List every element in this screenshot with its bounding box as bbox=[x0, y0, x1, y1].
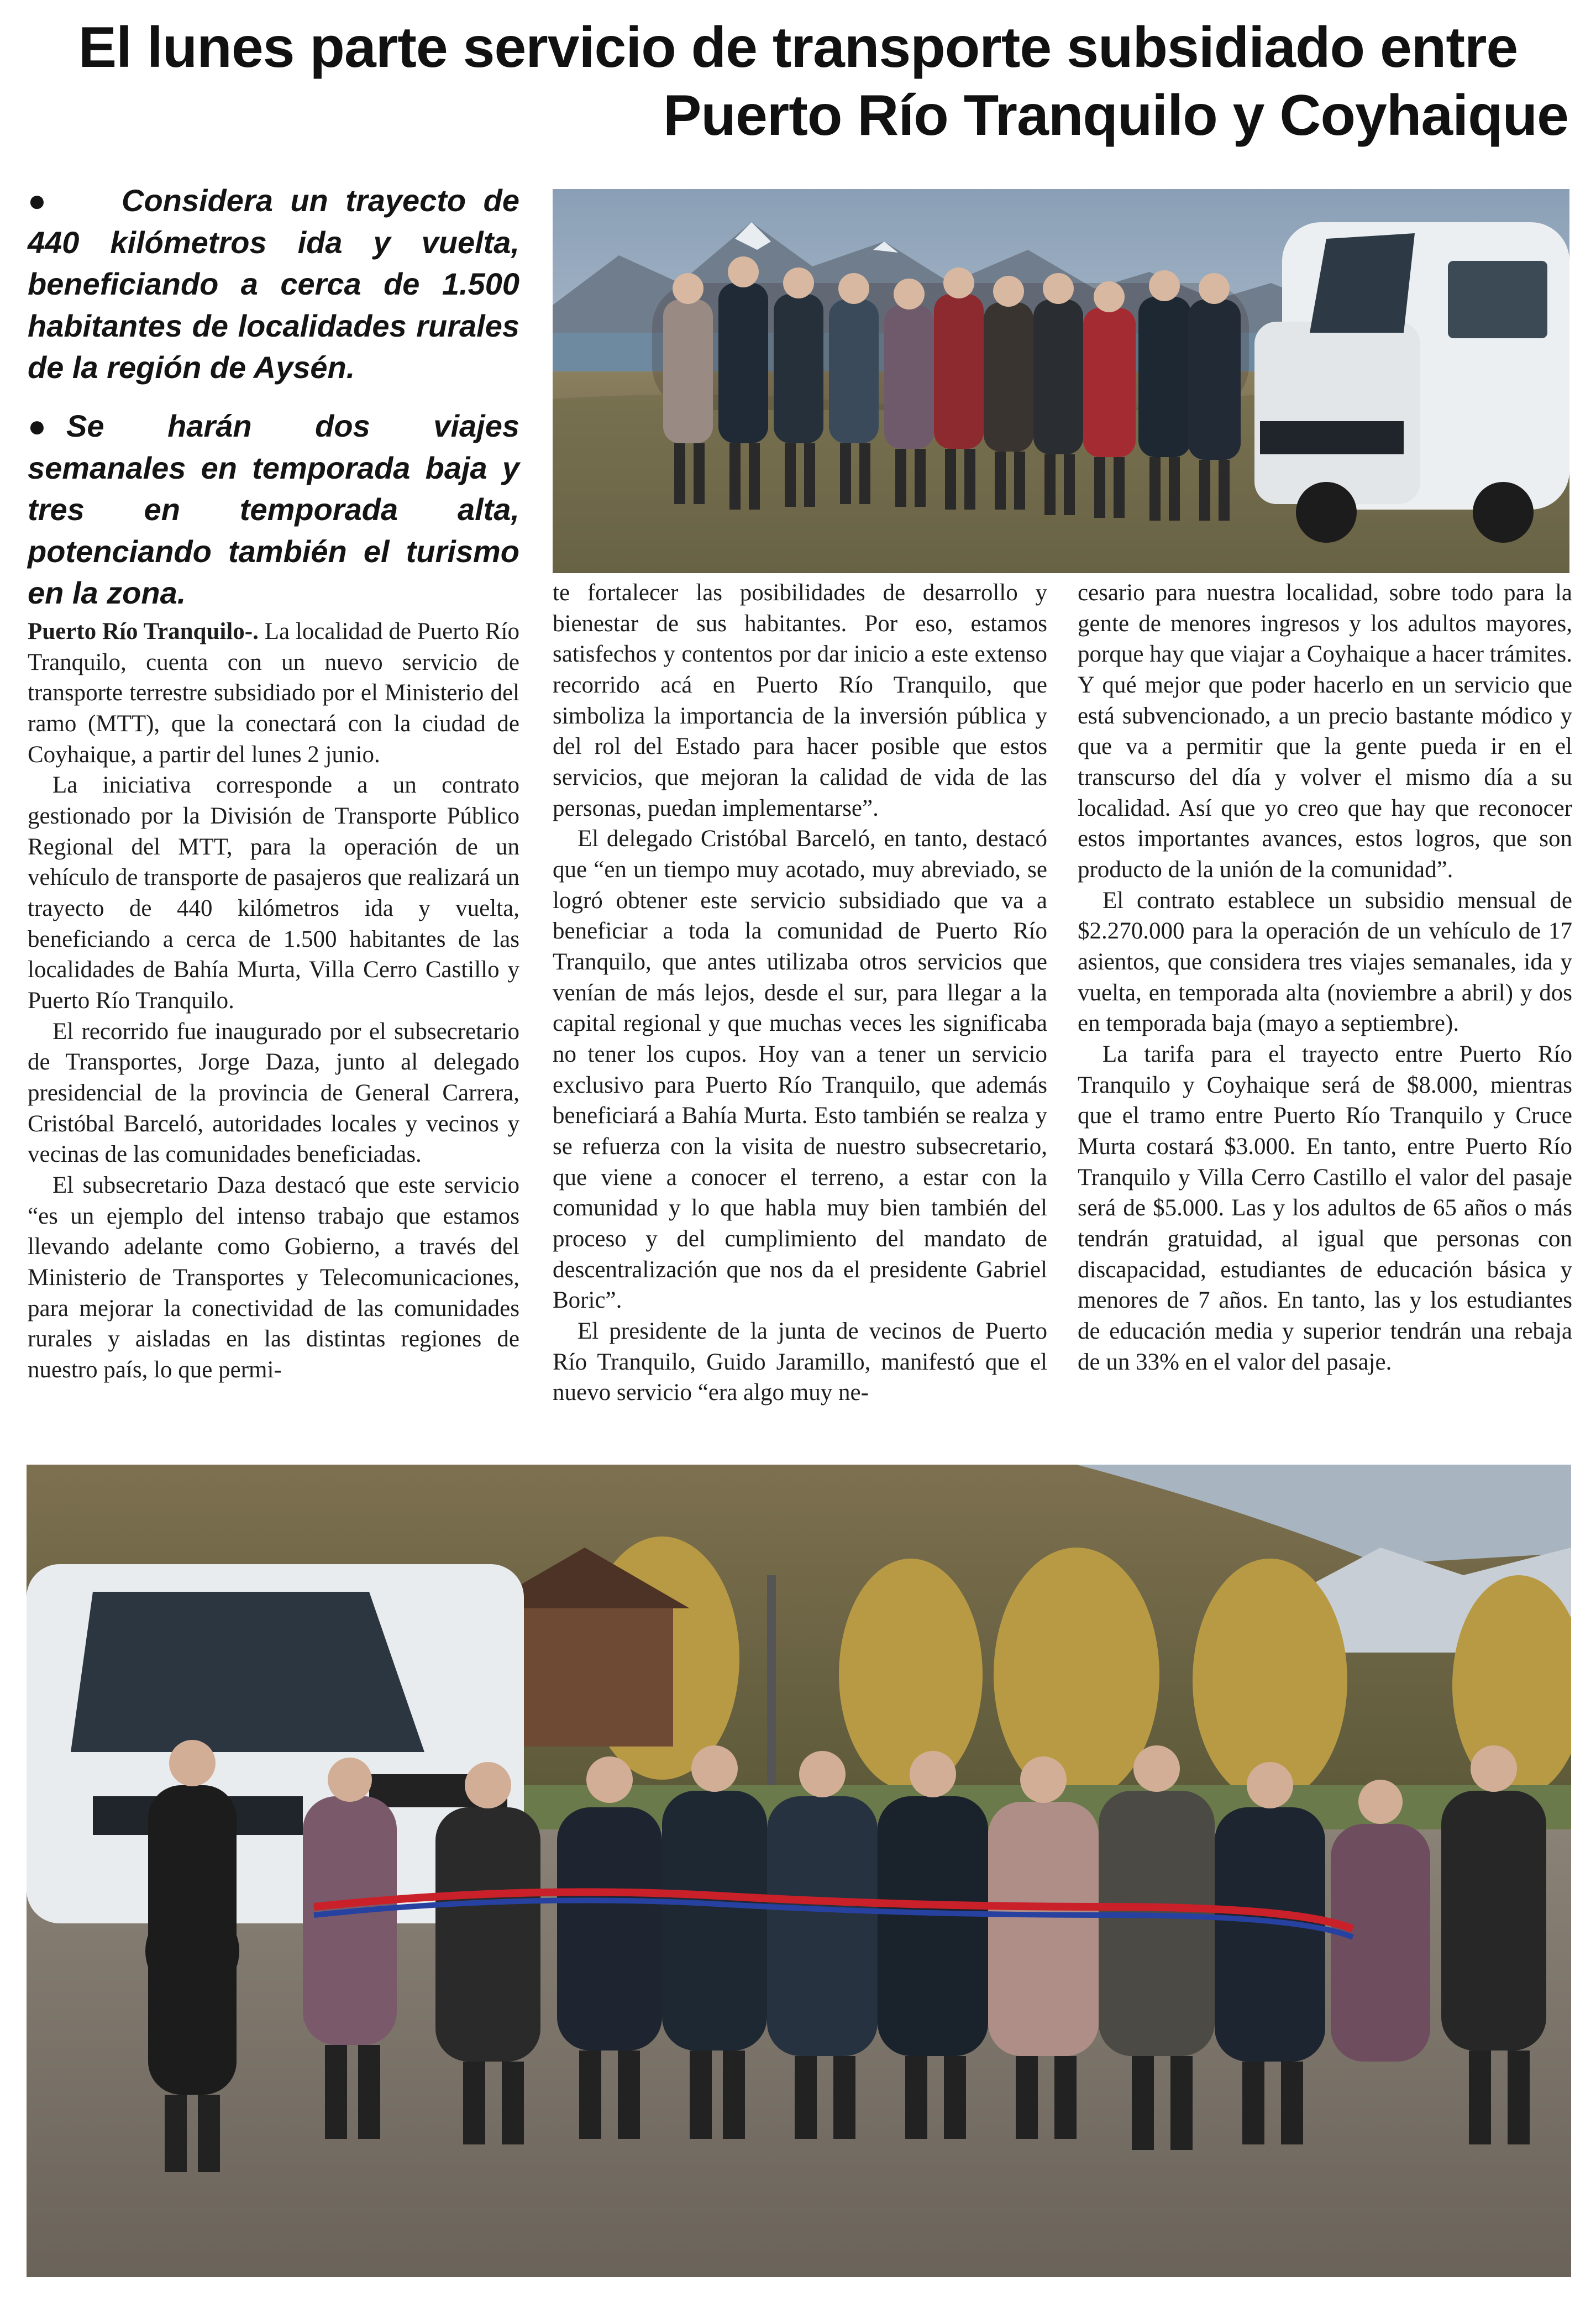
paragraph: El recorrido fue inaugurado por el subsecretario de Transportes, Jorge Daza, junto al delegado presidencial de la provincia de General Carrera, Cristóbal Barceló, autoridades locales y vecinos y vecinas de las comunidades beneficiadas. bbox=[28, 1018, 519, 1168]
bullet-marker: ● bbox=[28, 408, 46, 443]
summary-bullet bbox=[28, 180, 519, 389]
headline bbox=[28, 14, 1568, 149]
paragraph-text: La localidad de Puerto Río Tranquilo, cuenta con un nuevo servicio de transporte terrestre subsidiado por el Ministerio del ramo (MTT), que la conectará con la ciudad de Coyhaique, a partir del lunes 2 junio. bbox=[28, 618, 519, 768]
paragraph: cesario para nuestra localidad, sobre todo para la gente de menores ingresos y los adultos mayores, porque hay que viajar a Coyhaique a hacer trámites. Y qué mejor que poder hacerlo en un servicio que está subvencionado, a un precio bastante módico y que va a permitir que la gente pueda ir en el transcurso del día y volver el mismo día a su localidad. Así que yo creo que hay que reconocer estos importantes avances, estos logros, que son producto de la unión de la comunidad”. bbox=[1078, 580, 1572, 883]
paragraph: El delegado Cristóbal Barceló, en tanto, destacó que “en un tiempo muy acotado, muy abreviado, se logró obtener este servicio subsidiado que va a beneficiar a toda la comunidad de Puerto Río Tranquilo, que antes utilizaba otros servicios que venían de más lejos, desde el sur, para llegar a la capital regional y que muchas veces les significaba no tener los cupos. Hoy van a tener un servicio exclusivo para Puerto Río Tranquilo, que además beneficiará a Bahía Murta. Esto también se realza y se refuerza con la visita de nuestro subsecretario, que viene a conocer el terreno, a estar con la comunidad y lo que habla muy bien también del proceso y del cumplimiento del mandato de descentralización que nos da el presidente Gabriel Boric”. bbox=[553, 826, 1047, 1314]
paragraph: El contrato establece un subsidio mensual de $2.270.000 para la operación de un vehículo de 17 asientos, que considera tres viajes semanales, ida y vuelta, en temporada alta (noviembre a abril) y dos en temporada baja (mayo a septiembre). bbox=[1078, 887, 1572, 1037]
dateline: Puerto Río Tranquilo-. bbox=[28, 618, 259, 644]
headline-line-2: Puerto Río Tranquilo y Coyhaique bbox=[663, 83, 1568, 148]
paragraph: El subsecretario Daza destacó que este servicio “es un ejemplo del intenso trabajo que estamos llevando adelante como Gobierno, a través del Ministerio de Transportes y Telecomunicaciones, para mejorar la conectividad de las comunidades rurales y aisladas en las distintas regiones de nuestro país, lo que permi- bbox=[28, 1172, 519, 1383]
group-photo-with-van bbox=[553, 189, 1569, 573]
paragraph bbox=[28, 616, 519, 770]
bullet-text: Se harán dos viajes semanales en temporada baja y tres en temporada alta, potenciando también el turismo en la zona. bbox=[28, 408, 519, 611]
article-column-2 bbox=[553, 578, 1047, 1408]
paragraph: La iniciativa corresponde a un contrato gestionado por la División de Transporte Público Regional del MTT, para la operación de un vehículo de transporte de pasajeros que realizará un trayecto de 440 kilómetros ida y vuelta, beneficiando a cerca de 1.500 habitantes de las localidades de Bahía Murta, Villa Cerro Castillo y Puerto Río Tranquilo. bbox=[28, 772, 519, 1014]
summary-bullet bbox=[28, 405, 519, 614]
bullet-text: Considera un trayecto de 440 kilómetros ida y vuelta, beneficiando a cerca de 1.500 habitantes de localidades rurales de la región de Aysén. bbox=[28, 183, 519, 385]
summary-bullets bbox=[28, 180, 519, 631]
paragraph: El presidente de la junta de vecinos de Puerto Río Tranquilo, Guido Jaramillo, manifestó que el nuevo servicio “era algo muy ne- bbox=[553, 1318, 1047, 1406]
ribbon-cutting-photo bbox=[27, 1465, 1571, 2277]
bullet-marker: ● bbox=[28, 183, 46, 218]
paragraph: La tarifa para el trayecto entre Puerto Río Tranquilo y Coyhaique será de $8.000, mientras que el tramo entre Puerto Río Tranquilo y Cruce Murta costará $3.000. En tanto, entre Puerto Río Tranquilo y Villa Cerro Castillo el valor del pasaje será de $5.000. Las y los adultos de 65 años o más tendrán gratuidad, al igual que personas con discapacidad, estudiantes de educación básica y menores de 7 años. En tanto, las y los estudiantes de educación media y superior tendrán una rebaja de un 33% en el valor del pasaje. bbox=[1078, 1041, 1572, 1375]
article-column-3 bbox=[1078, 578, 1572, 1377]
headline-line-1: El lunes parte servicio de transporte subsidiado entre bbox=[78, 15, 1518, 80]
paragraph: te fortalecer las posibilidades de desarrollo y bienestar de sus habitantes. Por eso, estamos satisfechos y contentos por dar inicio a este extenso recorrido acá en Puerto Río Tranquilo, que simboliza la importancia de la inversión pública y del rol del Estado para hacer posible que estos servicios, que mejoran la calidad de vida de las personas, puedan implementarse”. bbox=[553, 580, 1047, 821]
article-column-1 bbox=[28, 616, 519, 1386]
